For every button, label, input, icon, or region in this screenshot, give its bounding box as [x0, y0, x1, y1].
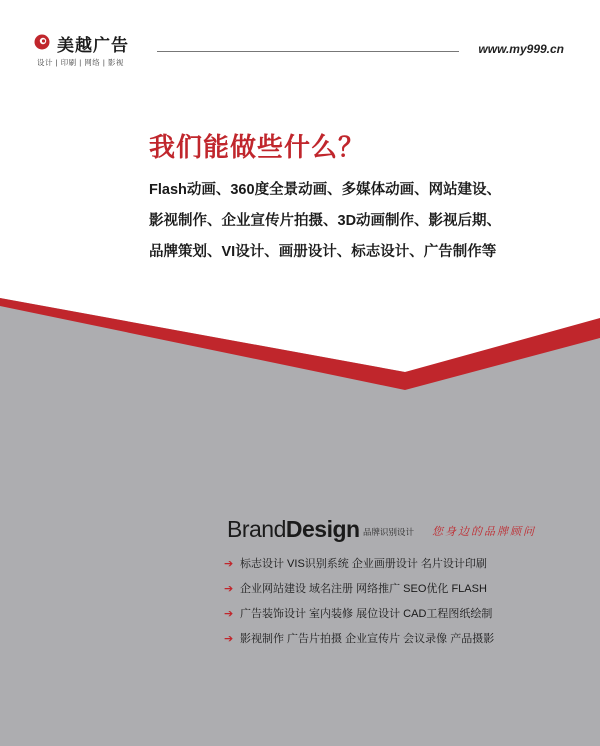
arrow-right-icon: ➔ [224, 583, 234, 595]
brand-tagline: 设计 | 印刷 | 网络 | 影视 [37, 58, 124, 67]
header-divider [157, 51, 459, 52]
service-list [224, 555, 494, 655]
list-item-text: 标志设计 VIS识别系统 企业画册设计 名片设计印刷 [240, 558, 487, 570]
arrow-right-icon: ➔ [224, 558, 234, 570]
arrow-right-icon: ➔ [224, 633, 234, 645]
services-line: 品牌策划、VI设计、画册设计、标志设计、广告制作等 [149, 244, 497, 260]
services-line: 影视制作、企业宣传片拍摄、3D动画制作、影视后期、 [149, 213, 502, 229]
list-item-text: 广告装饰设计 室内装修 展位设计 CAD工程图纸绘制 [240, 608, 493, 620]
brand-design-title-part2: Design [285, 516, 360, 542]
list-item-text: 企业网站建设 域名注册 网络推广 SEO优化 FLASH [240, 583, 487, 595]
services-intro [149, 181, 501, 274]
slogan: 您身边的品牌顾问 [432, 525, 536, 538]
brand-design-title [227, 516, 360, 543]
website-link[interactable]: www.my999.cn [478, 42, 564, 56]
arrow-right-icon: ➔ [224, 608, 234, 620]
list-item [224, 630, 494, 655]
brand-design-subtitle: 品牌识别设计 [363, 527, 415, 537]
list-item [224, 580, 494, 605]
services-line: Flash动画、360度全景动画、多媒体动画、网站建设、 [149, 182, 502, 198]
list-item [224, 555, 494, 580]
brand-name: 美越广告 [57, 36, 129, 55]
page-title: 我们能做些什么？ [149, 132, 366, 162]
list-item [224, 605, 494, 630]
logo-swirl-icon [34, 34, 50, 50]
list-item-text: 影视制作 广告片拍摄 企业宣传片 会议录像 产品摄影 [240, 633, 495, 645]
brand-design-title-part1: Brand [227, 516, 286, 542]
